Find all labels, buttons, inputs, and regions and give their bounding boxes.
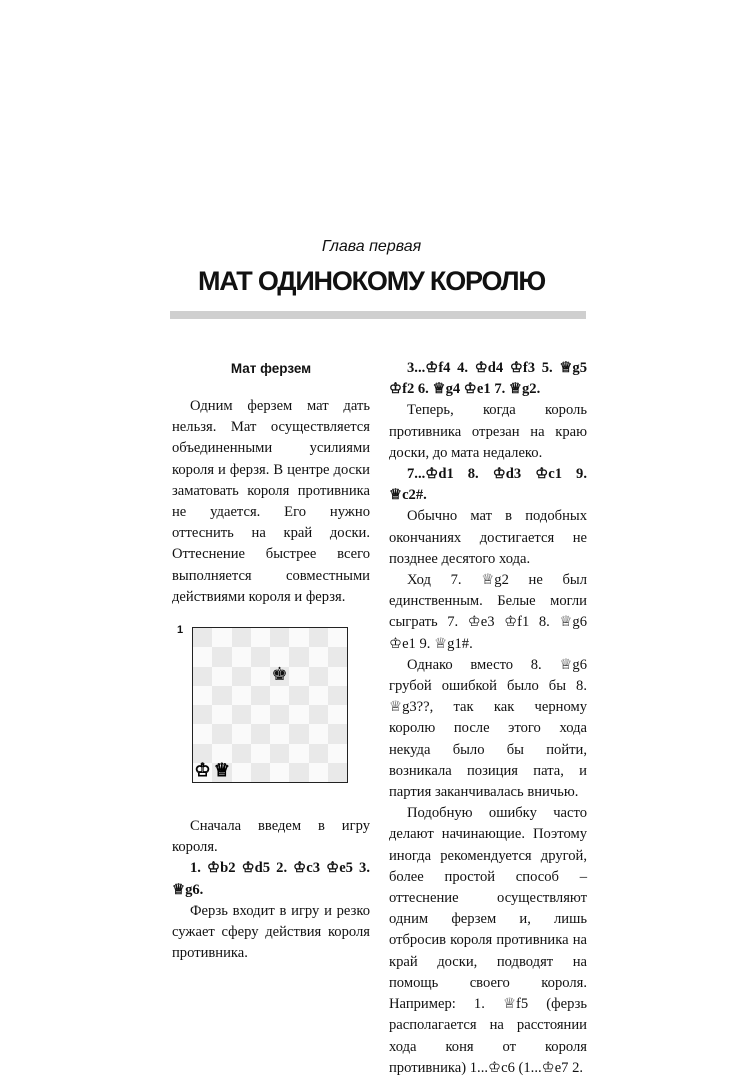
- square-f4: [289, 705, 308, 724]
- square-d3: [251, 724, 270, 743]
- chapter-title: МАТ ОДИНОКОМУ КОРОЛЮ: [198, 266, 545, 296]
- square-b3: [212, 724, 231, 743]
- square-g5: [309, 686, 328, 705]
- square-h1: [328, 763, 347, 782]
- square-c6: [232, 667, 251, 686]
- square-e2: [270, 744, 289, 763]
- square-d2: [251, 744, 270, 763]
- square-a1: [193, 759, 212, 782]
- diagram-number: 1: [177, 624, 184, 637]
- after-diagram-paragraph: Сначала введем в игру короля.: [172, 818, 370, 856]
- square-a3: [193, 724, 212, 743]
- square-d1: [251, 763, 270, 782]
- square-c3: [232, 724, 251, 743]
- square-a4: [193, 705, 212, 724]
- paragraph-3: Ход 7. ♕g2 не был единственным. Белые могли сыграть 7. ♔e3 ♔f1 8. ♕g6 ♔e1 9. ♕g1#.: [389, 572, 587, 652]
- square-f1: [289, 763, 308, 782]
- square-b8: [212, 628, 231, 647]
- square-f8: [289, 628, 308, 647]
- square-f7: [289, 647, 308, 666]
- square-c8: [232, 628, 251, 647]
- white-queen-icon: ♕: [213, 759, 230, 781]
- square-b4: [212, 705, 231, 724]
- chess-board: [192, 627, 348, 783]
- paragraph-1: Теперь, когда король противника отрезан на краю доски, до мата недалеко.: [389, 402, 587, 461]
- intro-paragraph: Одним ферзем мат дать нельзя. Мат осуществляется объединенными усилиями короля и ферзя. В центре доски заматовать короля противника не удается. Его нужно оттеснить на край доски. Оттеснение быстрее всего выполняется совместными действиями короля и ферзя.: [172, 398, 370, 605]
- square-f2: [289, 744, 308, 763]
- square-b5: [212, 686, 231, 705]
- square-h6: [328, 667, 347, 686]
- square-a7: [193, 647, 212, 666]
- square-g4: [309, 705, 328, 724]
- square-e8: [270, 628, 289, 647]
- square-a6: [193, 667, 212, 686]
- white-king-icon: ♔: [194, 759, 211, 781]
- square-e1: [270, 763, 289, 782]
- paragraph-5: Подобную ошибку часто делают начинающие. Поэтому иногда рекомендуется другой, более простой способ – оттеснение осуществляют одним ферзем и, лишь отбросив короля противника на край доски, подводят на помощь своего короля. Например: 1. ♕f5 (ферзь располагается на расстоянии хода коня от короля противника) 1...♔c6 (1...♔e7 2.: [389, 805, 587, 1076]
- square-e4: [270, 705, 289, 724]
- square-e6: [270, 663, 289, 686]
- square-c1: [232, 763, 251, 782]
- square-c2: [232, 744, 251, 763]
- square-d5: [251, 686, 270, 705]
- paragraph-2: Обычно мат в подобных окончаниях достигается не позднее десятого хода.: [389, 508, 587, 567]
- right-column: [389, 358, 587, 1079]
- square-f6: [289, 667, 308, 686]
- square-g6: [309, 667, 328, 686]
- square-a8: [193, 628, 212, 647]
- square-h2: [328, 744, 347, 763]
- square-c5: [232, 686, 251, 705]
- square-d7: [251, 647, 270, 666]
- square-d6: [251, 667, 270, 686]
- chess-diagram: [172, 624, 370, 808]
- left-column: [172, 358, 370, 964]
- square-b6: [212, 667, 231, 686]
- black-king-icon: ♚: [271, 663, 288, 685]
- queen-paragraph: Ферзь входит в игру и резко сужает сферу действия короля противника.: [172, 902, 370, 962]
- square-c7: [232, 647, 251, 666]
- square-g3: [309, 724, 328, 743]
- square-e3: [270, 724, 289, 743]
- section-title: Мат ферзем: [230, 361, 312, 376]
- square-c4: [232, 705, 251, 724]
- square-h3: [328, 724, 347, 743]
- square-d8: [251, 628, 270, 647]
- square-h7: [328, 647, 347, 666]
- moves-line-3: 7...♔d1 8. ♔d3 ♔c1 9. ♕c2#.: [389, 466, 587, 504]
- square-e5: [270, 686, 289, 705]
- square-d4: [251, 705, 270, 724]
- square-h8: [328, 628, 347, 647]
- title-rule: [170, 311, 586, 319]
- square-f5: [289, 686, 308, 705]
- square-h4: [328, 705, 347, 724]
- square-a5: [193, 686, 212, 705]
- chapter-label: Глава первая: [321, 238, 422, 255]
- square-b1: [212, 759, 231, 782]
- square-g2: [309, 744, 328, 763]
- square-g1: [309, 763, 328, 782]
- moves-line-1: 1. ♔b2 ♔d5 2. ♔c3 ♔e5 3. ♕g6.: [172, 860, 370, 898]
- square-g8: [309, 628, 328, 647]
- square-b7: [212, 647, 231, 666]
- paragraph-4: Однако вместо 8. ♕g6 грубой ошибкой было бы 8. ♕g3??, так как черному королю после этого хода некуда было бы пойти, возникала позиция пата, и партия заканчивалась вничью.: [389, 656, 587, 801]
- moves-line-2: 3...♔f4 4. ♔d4 ♔f3 5. ♕g5 ♔f2 6. ♕g4 ♔e1 7. ♕g2.: [389, 360, 587, 398]
- square-h5: [328, 686, 347, 705]
- square-f3: [289, 724, 308, 743]
- square-g7: [309, 647, 328, 666]
